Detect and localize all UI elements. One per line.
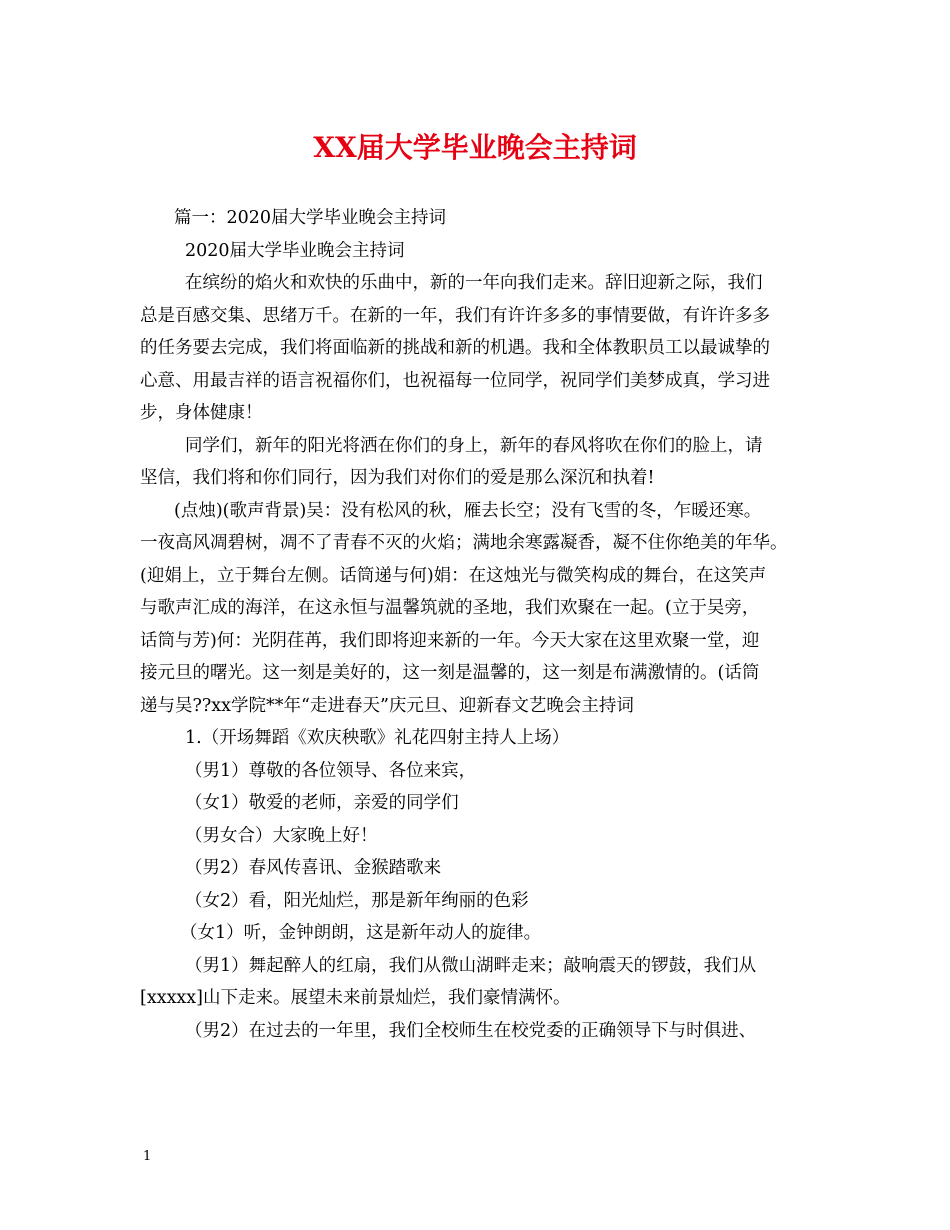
text-line: （女1）敬爱的老师，亲爱的同学们: [185, 793, 459, 813]
text-line: （男1）尊敬的各位领导、各位来宾，: [185, 760, 477, 781]
page-number: 1: [143, 1149, 152, 1164]
document-title: XX届大学毕业晚会主持词: [313, 131, 637, 164]
text-line: 的任务要去完成，我们将面临新的挑战和新的机遇。我和全体教职员工以最诚挚的: [140, 338, 770, 358]
text-line: 总是百感交集、思绪万千。在新的一年，我们有许许多多的事情要做，有许许多多: [140, 305, 770, 326]
text-line: 心意、用最吉祥的语言祝福你们，也祝福每一位同学，祝同学们美梦成真，学习进: [140, 370, 770, 391]
text-line: 在缤纷的焰火和欢快的乐曲中，新的一年向我们走来。辞旧迎新之际，我们: [185, 273, 763, 293]
text-line: (迎娟上，立于舞台左侧。话筒递与何)娟：在这烛光与微笑构成的舞台，在这笑声: [140, 565, 767, 586]
text-line: （女2）看，阳光灿烂，那是新年绚丽的色彩: [185, 890, 529, 911]
text-line: （女1）听，金钟朗朗，这是新年动人的旋律。: [180, 923, 542, 943]
text-line: [xxxxx]山下走来。展望未来前景灿烂，我们豪情满怀。: [140, 988, 571, 1008]
text-line: 话筒与芳)何：光阴荏苒，我们即将迎来新的一年。今天大家在这里欢聚一堂，迎: [140, 630, 760, 651]
text-line: 1.（开场舞蹈《欢庆秧歌》礼花四射主持人上场）: [185, 728, 570, 748]
text-line: （男1）舞起醉人的红扇，我们从微山湖畔走来；敲响震天的锣鼓，我们从: [185, 955, 757, 976]
text-line: 2020届大学毕业晚会主持词: [185, 240, 405, 261]
text-line: 递与吴??xx学院**年“走进春天”庆元旦、迎新春文艺晚会主持词: [140, 695, 634, 716]
text-line: 坚信，我们将和你们同行，因为我们对你们的爱是那么深沉和执着!: [140, 468, 655, 488]
text-line: 与歌声汇成的海洋，在这永恒与温馨筑就的圣地，我们欢聚在一起。(立于吴旁，: [140, 598, 760, 618]
text-line: 一夜高风凋碧树，凋不了青春不灭的火焰；满地余寒露凝香，凝不住你绝美的年华。: [140, 533, 788, 553]
text-line: 篇一：2020届大学毕业晚会主持词: [174, 208, 447, 228]
text-line: （男2）春风传喜讯、金猴踏歌来: [185, 858, 442, 878]
text-line: （男2）在过去的一年里，我们全校师生在校党委的正确领导下与时俱进、: [185, 1020, 757, 1041]
text-line: 同学们，新年的阳光将洒在你们的身上，新年的春风将吹在你们的脸上，请: [185, 435, 763, 456]
text-line: 步，身体健康！: [140, 403, 263, 423]
text-line: （男女合）大家晚上好！: [185, 825, 378, 846]
text-line: 接元旦的曙光。这一刻是美好的，这一刻是温馨的，这一刻是布满激情的。(话筒: [140, 663, 760, 683]
document-body: [140, 202, 820, 1047]
text-line: (点烛)(歌声背景)吴：没有松风的秋，雁去长空；没有飞雪的冬，乍暖还寒。: [174, 500, 762, 521]
